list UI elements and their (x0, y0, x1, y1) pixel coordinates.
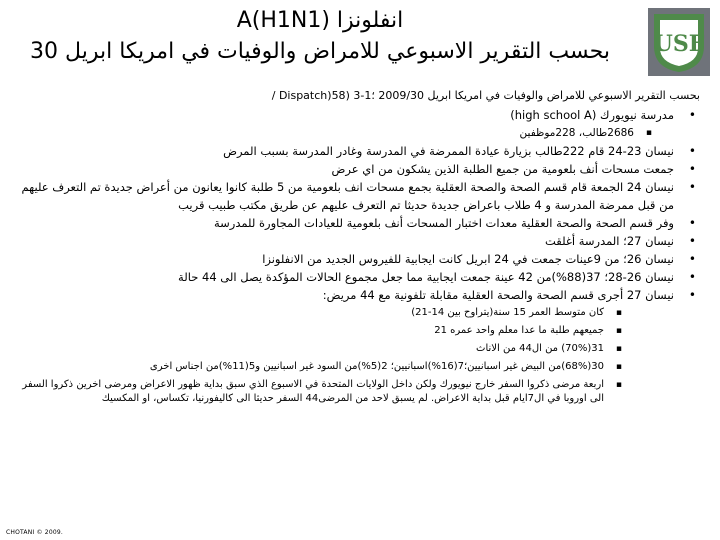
source-reference: بحسب التقرير الاسبوعي للامراض والوفيات في امريكا ابريل 2009/30 ؛1-3 (58(Dispatch / (271, 89, 700, 102)
sub-bullet-item: ▪ 30(68%)من البيض غير اسبانيين؛7(16%)اسبانيين؛ 2(5%)من السود غير اسبانيين و5(11%)من اجناس اخرى (18, 358, 698, 376)
bullet-item: • نيسان 26؛ من 9عينات جمعت في 24 ابريل كانت ايجابية للفيروس الجديد من الانفلونزا (18, 250, 698, 268)
slide-title-line1: انفلونزا (A(H1N1 (236, 8, 404, 33)
bullet-item: • نيسان 27 أجرى قسم الصحة والصحة العقلية مقابلة تلفونية مع 44 مريض: (18, 286, 698, 304)
bullet-item: • نيسان 26-28؛ 37(88%)من 42 عينة جمعت ايجابية مما جعل مجموع الحالات المؤكدة يصل الى 44 حالة (18, 268, 698, 286)
logo-letters: USF (653, 31, 705, 57)
sub-bullet-item: ▪ 2686طالب، 228موظفين (18, 124, 698, 142)
sub-bullet-item: ▪ كان متوسط العمر 15 سنة(يتراوح بين 14-21) (18, 304, 698, 322)
bullet-item: • نيسان 23-24 قام 222طالب بزيارة عيادة الممرضة في المدرسة وغادر المدرسة بسبب المرض (18, 142, 698, 160)
slide-title-line2: بحسب التقرير الاسبوعي للامراض والوفيات في امريكا ابريل 30 (30, 39, 610, 64)
sub-bullet-item: ▪ جميعهم طلبة ما عدا معلم واحد عمره 21 (18, 322, 698, 340)
bullet-item: • نيسان 27؛ المدرسة أغلقت (18, 232, 698, 250)
bullet-item: • نيسان 24 الجمعة قام قسم الصحة والصحة العقلية بجمع مسحات انف بلعومية من 5 طلبة كانوا يعانون من أعراض جديدة تم التعرف عليهم من قبل ممرضة المدرسة و 4 طلاب باعراض جديدة حديثا تم التعرف عليهم عن طريق مكتب طبيب قريب (18, 178, 698, 214)
university-logo (646, 6, 712, 78)
bullet-item: • وفر قسم الصحة والصحة العقلية معدات اختبار المسحات أنف بلعومية للعيادات المجاورة للمدرسة (18, 214, 698, 232)
bullet-item: • جمعت مسحات أنف بلعومية من جميع الطلبة الذين يشكون من اي عرض (18, 160, 698, 178)
bullet-item: • مدرسة نيويورك (high school A) (18, 106, 698, 124)
bullet-list (18, 106, 698, 406)
sub-bullet-item: ▪ 31(70%) من ال44 من الاناث (18, 340, 698, 358)
sub-bullet-item: ▪ اربعة مرضى ذكروا السفر خارج نيويورك ولكن داخل الولايات المتحدة في الاسبوع الذي سبق بداية ظهور الاعراض ومرضى اخرين ذكروا السفر الى اوروبا في ال7ايام قبل بداية الاعراض. لم يسبق لاحد من المرضى44 السفر حديثا الى كاليفورنيا، تكساس، او المكسيك (18, 378, 698, 406)
copyright-footer: CHOTANI © 2009. (6, 529, 63, 536)
